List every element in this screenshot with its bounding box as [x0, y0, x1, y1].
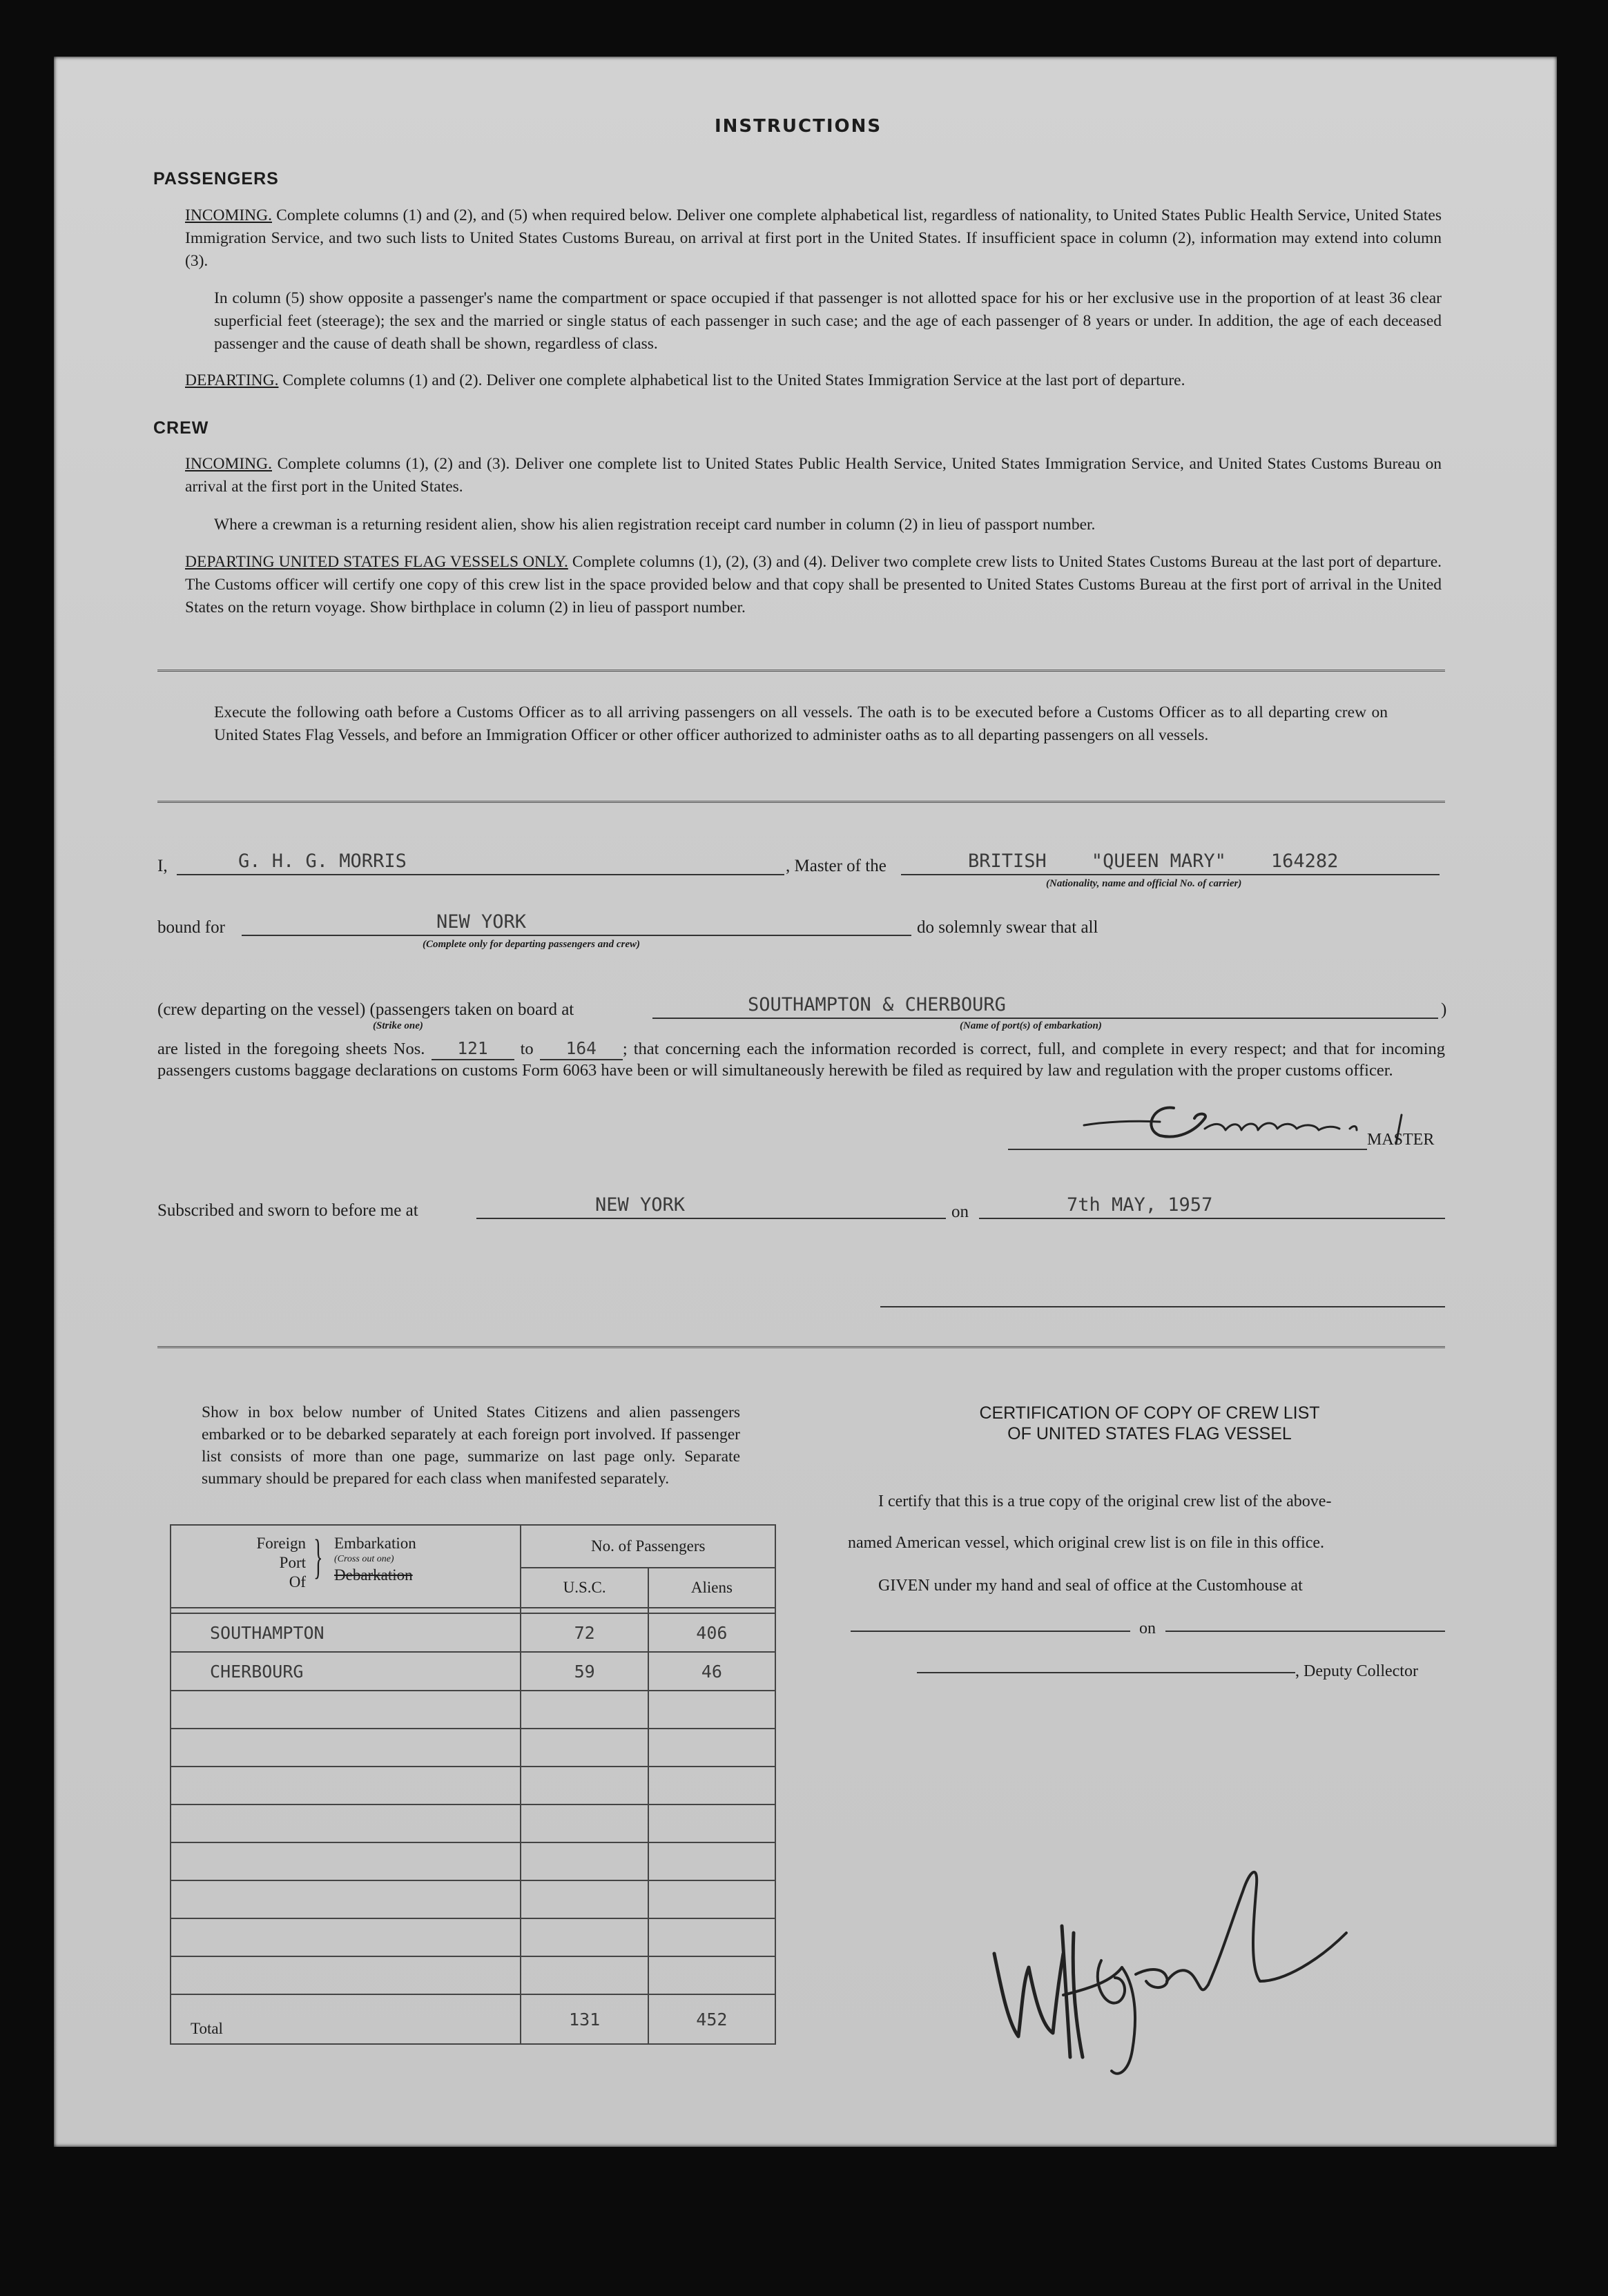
page-title: INSTRUCTIONS: [715, 116, 882, 137]
certification-text-3: GIVEN under my hand and seal of office at the Customhouse at: [878, 1577, 1303, 1595]
total-label: Total: [171, 1994, 521, 2044]
bound-for-label: bound for: [157, 918, 225, 937]
table-row-empty: [171, 1842, 775, 1880]
certification-heading-2: OF UNITED STATES FLAG VESSEL: [1007, 1424, 1292, 1443]
paren-close: ): [1441, 1000, 1447, 1019]
certification-heading-1: CERTIFICATION OF COPY OF CREW LIST: [979, 1403, 1320, 1423]
strike-caption: (Strike one): [373, 1020, 423, 1031]
table-total-row: [171, 1994, 775, 2044]
crew-departing-label: (crew departing on the vessel) (passengers taken on board at: [157, 1000, 574, 1019]
table-row-empty: [171, 1767, 775, 1804]
row-aliens: 406: [648, 1613, 775, 1652]
passenger-summary-table: [170, 1524, 776, 2045]
subscribed-label: Subscribed and sworn to before me at: [157, 1201, 418, 1220]
hdr-no-passengers: No. of Passengers: [521, 1525, 775, 1568]
crew-departing-lead: DEPARTING UNITED STATES FLAG VESSELS ONLY.: [185, 553, 568, 571]
vessel-caption: (Nationality, name and official No. of carrier): [1046, 878, 1242, 889]
row-usc: 59: [521, 1652, 648, 1691]
oath-instructions: Execute the following oath before a Customs Officer as to all arriving passengers on all vessels. The oath is to be executed before a Customs Officer as to all departing crew on United States Flag Vessels, and before an Immigration Officer or other officer authorized to administer oaths as to all departing passengers on all vessels.: [214, 703, 1388, 744]
summary-instructions: Show in box below number of United States Citizens and alien passengers embarked or to be debarked separately at each foreign port involved. If passenger list consists of more than one page, summarize on last page only. Separate summary should be prepared for each class when manifested separately.: [202, 1403, 740, 1488]
table-row-empty: [171, 1729, 775, 1767]
master-of-label: , Master of the: [786, 857, 887, 875]
passengers-departing-paragraph: [185, 369, 1442, 392]
brace: }: [313, 1530, 323, 1584]
officer-signature-line: [880, 1292, 1445, 1307]
passengers-incoming-text: Complete columns (1) and (2), and (5) when required below. Deliver one complete alphabetical list, regardless of nationality, to United States Public Health Service, United States Immigration Service, and two such lists to United States Customs Bureau, on arrival at first port in the United States. If insufficient space in column (2), information may extend into column (3).: [185, 206, 1442, 270]
row-usc: 72: [521, 1613, 648, 1652]
sheets-paragraph: [157, 1038, 1445, 1081]
oath-i-label: I,: [157, 857, 168, 875]
table-row-empty: [171, 1956, 775, 1994]
hdr-debarkation: Debarkation: [334, 1566, 413, 1584]
deputy-collector-field: [917, 1658, 1295, 1673]
certification-on-label: on: [1139, 1619, 1156, 1637]
total-aliens: 452: [648, 1994, 775, 2044]
embark-ports-value: SOUTHAMPTON & CHERBOURG: [748, 994, 1006, 1015]
table-header-row: [171, 1525, 775, 1568]
crew-heading: CREW: [153, 418, 209, 438]
passengers-incoming-paragraph: [185, 204, 1442, 273]
table-row-empty: [171, 1918, 775, 1956]
certification-text-2: named American vessel, which original crew list is on file in this office.: [848, 1534, 1325, 1552]
vessel-value: BRITISH "QUEEN MARY" 164282: [968, 850, 1339, 872]
table-row-empty: [171, 1804, 775, 1842]
passengers-column5-paragraph: In column (5) show opposite a passenger's name the compartment or space occupied if that passenger is not allotted space for his or her exclusive use in the proportion of at least 36 clear superficial feet (steerage); the sex and the married or single status of each passenger in such case; and the age of each passenger of 8 years or under. In addition, the age of each deceased passenger and the cause of death shall be shown, regardless of class.: [214, 289, 1442, 353]
crew-departing-text: Complete columns (1), (2), (3) and (4). Deliver two complete crew lists to United States Customs Bureau at the last port of departure. The Customs officer will certify one copy of this crew list in the space provided below and that copy shall be presented to United States Customs Bureau at the first port of arrival in the United States on the return voyage. Show birthplace in column (2) in lieu of passport number.: [185, 553, 1442, 616]
hdr-cross-out: (Cross out one): [334, 1554, 394, 1564]
sworn-on-label: on: [951, 1203, 969, 1221]
hdr-usc: U.S.C.: [521, 1568, 648, 1608]
row-port: CHERBOURG: [171, 1652, 521, 1691]
to-label: to: [520, 1040, 534, 1058]
divider: [157, 1346, 1445, 1348]
crew-incoming-lead: INCOMING.: [185, 455, 272, 473]
total-usc: 131: [521, 1994, 648, 2044]
embark-caption: (Name of port(s) of embarkation): [960, 1020, 1102, 1031]
certification-date-field: [1165, 1617, 1445, 1632]
hdr-of: Of: [289, 1573, 306, 1590]
bound-for-value: NEW YORK: [436, 911, 527, 933]
sheets-rest-text: ; that concerning each the information recorded is correct, full, and complete in every respect; and that for incoming passengers customs baggage declarations on customs Form 6063 have been or will simultaneously herewith be filed as required by law and regulation with the proper customs officer.: [157, 1040, 1446, 1080]
row-aliens: 46: [648, 1652, 775, 1691]
hdr-foreign: Foreign: [256, 1535, 306, 1552]
customhouse-field: [851, 1617, 1130, 1632]
master-name-value: G. H. G. MORRIS: [238, 850, 407, 872]
passengers-incoming-lead: INCOMING.: [185, 206, 272, 224]
table-row-empty: [171, 1880, 775, 1918]
sheet-to-value: 164: [540, 1038, 623, 1060]
swear-text: do solemnly swear that all: [917, 918, 1098, 937]
bound-for-caption: (Complete only for departing passengers and crew): [423, 939, 640, 950]
master-label: MASTER: [1367, 1131, 1435, 1149]
certification-text-1: I certify that this is a true copy of the original crew list of the above-: [878, 1492, 1332, 1510]
sheets-label: are listed in the foregoing sheets Nos.: [157, 1040, 425, 1058]
crew-departing-paragraph: [185, 551, 1442, 619]
crew-incoming-paragraph: [185, 453, 1442, 498]
crew-incoming-text: Complete columns (1), (2) and (3). Deliver one complete list to United States Public Health Service, United States Immigration Service, and United States Customs Bureau on arrival at the first port in the United States.: [185, 455, 1442, 496]
passengers-departing-text: Complete columns (1) and (2). Deliver one complete alphabetical list to the United States Immigration Service at the last port of departure.: [282, 371, 1185, 389]
sheet-from-value: 121: [432, 1038, 514, 1060]
port-header-cell: [171, 1525, 521, 1608]
table-row: [171, 1613, 775, 1652]
deputy-collector-label: , Deputy Collector: [1295, 1662, 1418, 1680]
certification-heading: [873, 1403, 1426, 1444]
divider: [157, 801, 1445, 803]
table-row-empty: [171, 1691, 775, 1729]
sworn-place-field: [476, 1198, 946, 1219]
passengers-heading: PASSENGERS: [153, 169, 279, 188]
divider: [157, 670, 1445, 672]
row-port: SOUTHAMPTON: [171, 1613, 521, 1652]
crew-resident-paragraph: Where a crewman is a returning resident alien, show his alien registration receipt card number in column (2) in lieu of passport number.: [214, 516, 1096, 534]
passengers-departing-lead: DEPARTING.: [185, 371, 279, 389]
hdr-port: Port: [279, 1554, 306, 1571]
hdr-aliens: Aliens: [648, 1568, 775, 1608]
sworn-place-value: NEW YORK: [595, 1194, 686, 1216]
table-row: [171, 1652, 775, 1691]
handwritten-signature-mark: [980, 1850, 1367, 2085]
bound-for-field: [242, 915, 911, 936]
sworn-date-value: 7th MAY, 1957: [1067, 1194, 1213, 1216]
hdr-embarkation: Embarkation: [334, 1535, 416, 1552]
